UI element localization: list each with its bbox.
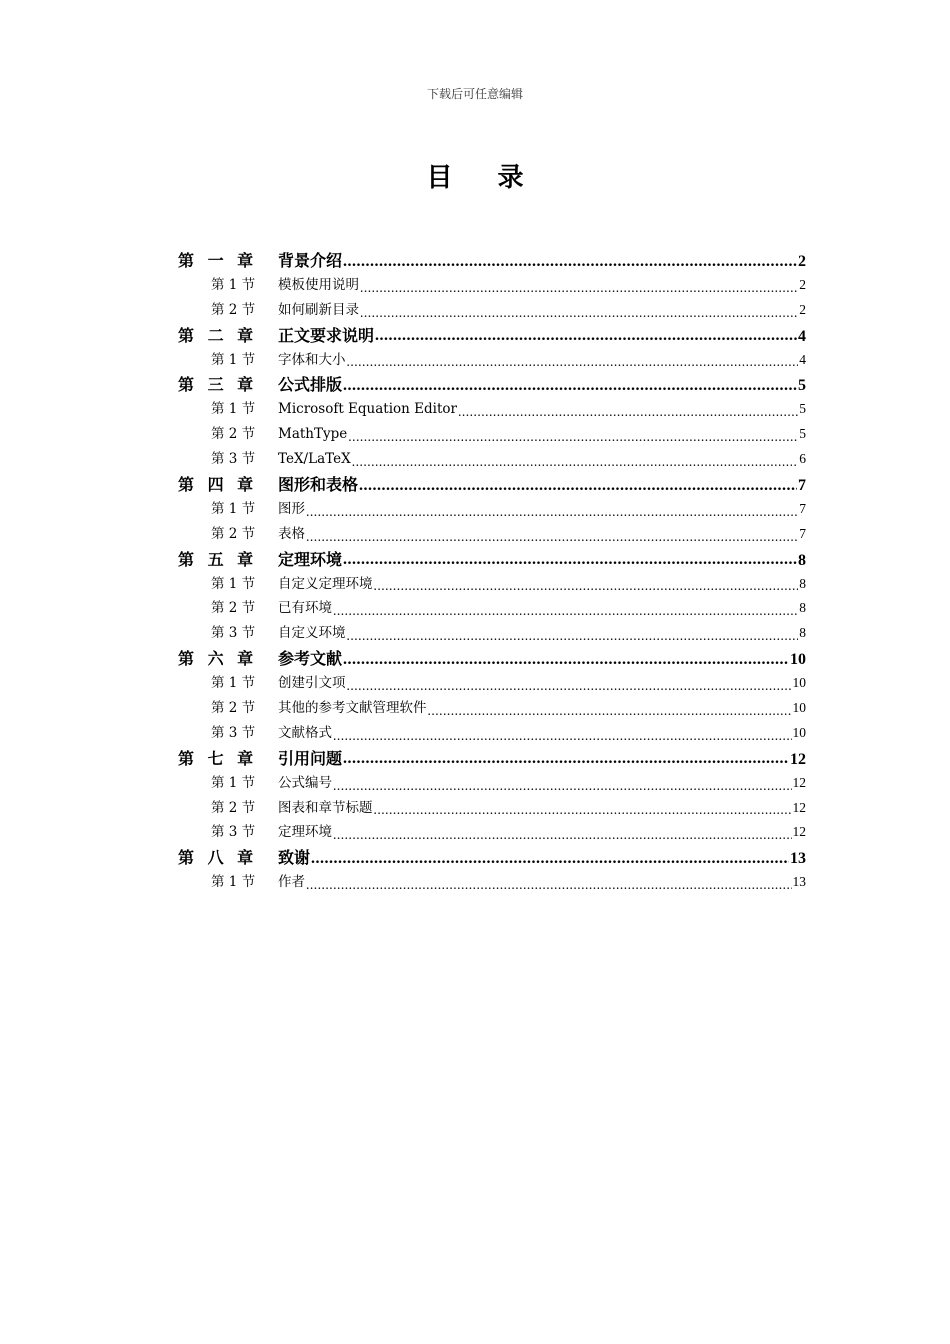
toc-section-entry[interactable] xyxy=(178,870,806,895)
chapter-title: 定理环境 xyxy=(278,549,343,569)
page-number: 7 xyxy=(799,525,806,541)
toc-chapter-entry[interactable] xyxy=(178,472,806,497)
toc-section-entry[interactable] xyxy=(178,621,806,646)
dot-leader xyxy=(347,359,799,373)
section-title: 自定义环境 xyxy=(278,625,346,642)
dot-leader xyxy=(347,633,799,647)
section-title: 已有环境 xyxy=(278,600,332,617)
page-number: 8 xyxy=(798,551,806,569)
toc-section-entry[interactable] xyxy=(178,447,806,472)
page-number: 8 xyxy=(799,625,806,641)
page-number: 4 xyxy=(799,351,806,367)
section-number: 第 1 节 xyxy=(211,401,256,418)
dot-leader xyxy=(360,309,798,323)
page-number: 2 xyxy=(799,276,806,292)
chapter-title: 引用问题 xyxy=(278,748,343,768)
page-number: 12 xyxy=(792,774,806,790)
page-number: 5 xyxy=(799,401,806,417)
page-number: 13 xyxy=(790,850,806,868)
toc-section-entry[interactable] xyxy=(178,497,806,522)
dot-leader xyxy=(306,533,798,547)
section-title: Microsoft Equation Editor xyxy=(278,401,457,418)
section-number: 第 1 节 xyxy=(211,874,256,891)
section-title: 其他的参考文献管理软件 xyxy=(278,700,427,717)
dot-leader xyxy=(347,683,792,697)
page-number: 8 xyxy=(799,575,806,591)
dot-leader xyxy=(306,882,792,896)
toc-section-entry[interactable] xyxy=(178,671,806,696)
section-number: 第 1 节 xyxy=(211,575,256,592)
chapter-title: 参考文献 xyxy=(278,649,343,669)
section-title: 公式编号 xyxy=(278,774,332,791)
page-number: 6 xyxy=(799,451,806,467)
section-number: 第 2 节 xyxy=(211,301,256,318)
toc-chapter-entry[interactable] xyxy=(178,746,806,771)
dot-leader xyxy=(343,381,797,397)
page-number: 8 xyxy=(799,600,806,616)
chapter-number: 第 三 章 xyxy=(178,375,258,395)
toc-chapter-entry[interactable] xyxy=(178,372,806,397)
section-number: 第 1 节 xyxy=(211,276,256,293)
page-number: 2 xyxy=(798,253,806,270)
chapter-number: 第 五 章 xyxy=(178,549,258,569)
toc-section-entry[interactable] xyxy=(178,422,806,447)
page-number: 4 xyxy=(798,327,806,345)
page-number: 12 xyxy=(790,750,806,768)
page-number: 5 xyxy=(799,426,806,442)
section-title: 模板使用说明 xyxy=(278,276,359,293)
toc-chapter-entry[interactable] xyxy=(178,547,806,572)
section-number: 第 2 节 xyxy=(211,799,256,816)
toc-section-entry[interactable] xyxy=(178,820,806,845)
section-number: 第 2 节 xyxy=(211,600,256,617)
section-number: 第 3 节 xyxy=(211,724,256,741)
dot-leader xyxy=(359,481,797,497)
page-number: 2 xyxy=(799,301,806,317)
page-number: 7 xyxy=(798,477,806,495)
chapter-number: 第 四 章 xyxy=(178,475,258,495)
section-number: 第 1 节 xyxy=(211,500,256,517)
chapter-number: 第 六 章 xyxy=(178,649,258,669)
section-title: MathType xyxy=(278,426,348,443)
section-title: 图形 xyxy=(278,500,305,517)
section-title: 表格 xyxy=(278,525,305,542)
section-number: 第 3 节 xyxy=(211,451,256,468)
section-number: 第 3 节 xyxy=(211,625,256,642)
section-title: 字体和大小 xyxy=(278,351,346,368)
dot-leader xyxy=(360,284,798,298)
toc-chapter-entry[interactable] xyxy=(178,845,806,870)
toc-section-entry[interactable] xyxy=(178,273,806,298)
dot-leader xyxy=(343,257,797,273)
section-title: 作者 xyxy=(278,874,305,891)
toc-section-entry[interactable] xyxy=(178,796,806,821)
section-title: 创建引文项 xyxy=(278,675,346,692)
section-title: 自定义定理环境 xyxy=(278,575,373,592)
toc-section-entry[interactable] xyxy=(178,596,806,621)
page-number: 12 xyxy=(792,799,806,815)
section-number: 第 3 节 xyxy=(211,824,256,841)
chapter-number: 第 二 章 xyxy=(178,325,258,345)
dot-leader xyxy=(333,608,798,622)
section-number: 第 2 节 xyxy=(211,525,256,542)
page-number: 10 xyxy=(792,675,806,691)
toc-section-entry[interactable] xyxy=(178,298,806,323)
dot-leader xyxy=(343,755,789,771)
chapter-title: 背景介绍 xyxy=(278,251,343,270)
dot-leader xyxy=(374,583,799,597)
toc-section-entry[interactable] xyxy=(178,522,806,547)
chapter-title: 致谢 xyxy=(278,848,311,868)
dot-leader xyxy=(343,556,797,572)
section-title: TeX/LaTeX xyxy=(278,451,351,468)
chapter-number: 第 七 章 xyxy=(178,748,258,768)
dot-leader xyxy=(333,782,792,796)
page-number: 7 xyxy=(799,500,806,516)
page-number: 10 xyxy=(792,700,806,716)
toc-chapter-entry[interactable] xyxy=(178,248,806,273)
dot-leader xyxy=(458,409,798,423)
dot-leader xyxy=(343,655,789,671)
toc-section-entry[interactable] xyxy=(178,397,806,422)
page-header: 下载后可任意编辑 xyxy=(426,87,523,101)
dot-leader xyxy=(348,434,798,448)
toc-section-entry[interactable] xyxy=(178,771,806,796)
section-number: 第 2 节 xyxy=(211,426,256,443)
dot-leader xyxy=(428,707,792,721)
toc-section-entry[interactable] xyxy=(178,721,806,746)
dot-leader xyxy=(374,807,792,821)
section-title: 文献格式 xyxy=(278,724,332,741)
section-number: 第 1 节 xyxy=(211,675,256,692)
toc-chapter-entry[interactable] xyxy=(178,323,806,348)
section-number: 第 1 节 xyxy=(211,774,256,791)
dot-leader xyxy=(333,832,792,846)
chapter-title: 正文要求说明 xyxy=(278,325,375,345)
page-number: 13 xyxy=(792,874,806,890)
dot-leader xyxy=(333,732,792,746)
page-number: 10 xyxy=(792,724,806,740)
table-of-contents xyxy=(178,248,806,895)
section-title: 如何刷新目录 xyxy=(278,301,359,318)
page-number: 5 xyxy=(798,377,806,395)
toc-section-entry[interactable] xyxy=(178,696,806,721)
chapter-title: 图形和表格 xyxy=(278,475,359,495)
chapter-number: 第 八 章 xyxy=(178,848,258,868)
page-title: 目 录 xyxy=(426,163,542,193)
chapter-title: 公式排版 xyxy=(278,375,343,395)
toc-chapter-entry[interactable] xyxy=(178,646,806,671)
toc-section-entry[interactable] xyxy=(178,348,806,373)
section-number: 第 1 节 xyxy=(211,351,256,368)
chapter-number: 第 一 章 xyxy=(178,251,258,270)
section-number: 第 2 节 xyxy=(211,700,256,717)
dot-leader xyxy=(375,332,797,348)
dot-leader xyxy=(306,508,798,522)
dot-leader xyxy=(352,459,799,473)
page-number: 10 xyxy=(790,651,806,669)
page-number: 12 xyxy=(792,824,806,840)
toc-section-entry[interactable] xyxy=(178,572,806,597)
section-title: 图表和章节标题 xyxy=(278,799,373,816)
dot-leader xyxy=(311,854,789,870)
section-title: 定理环境 xyxy=(278,824,332,841)
